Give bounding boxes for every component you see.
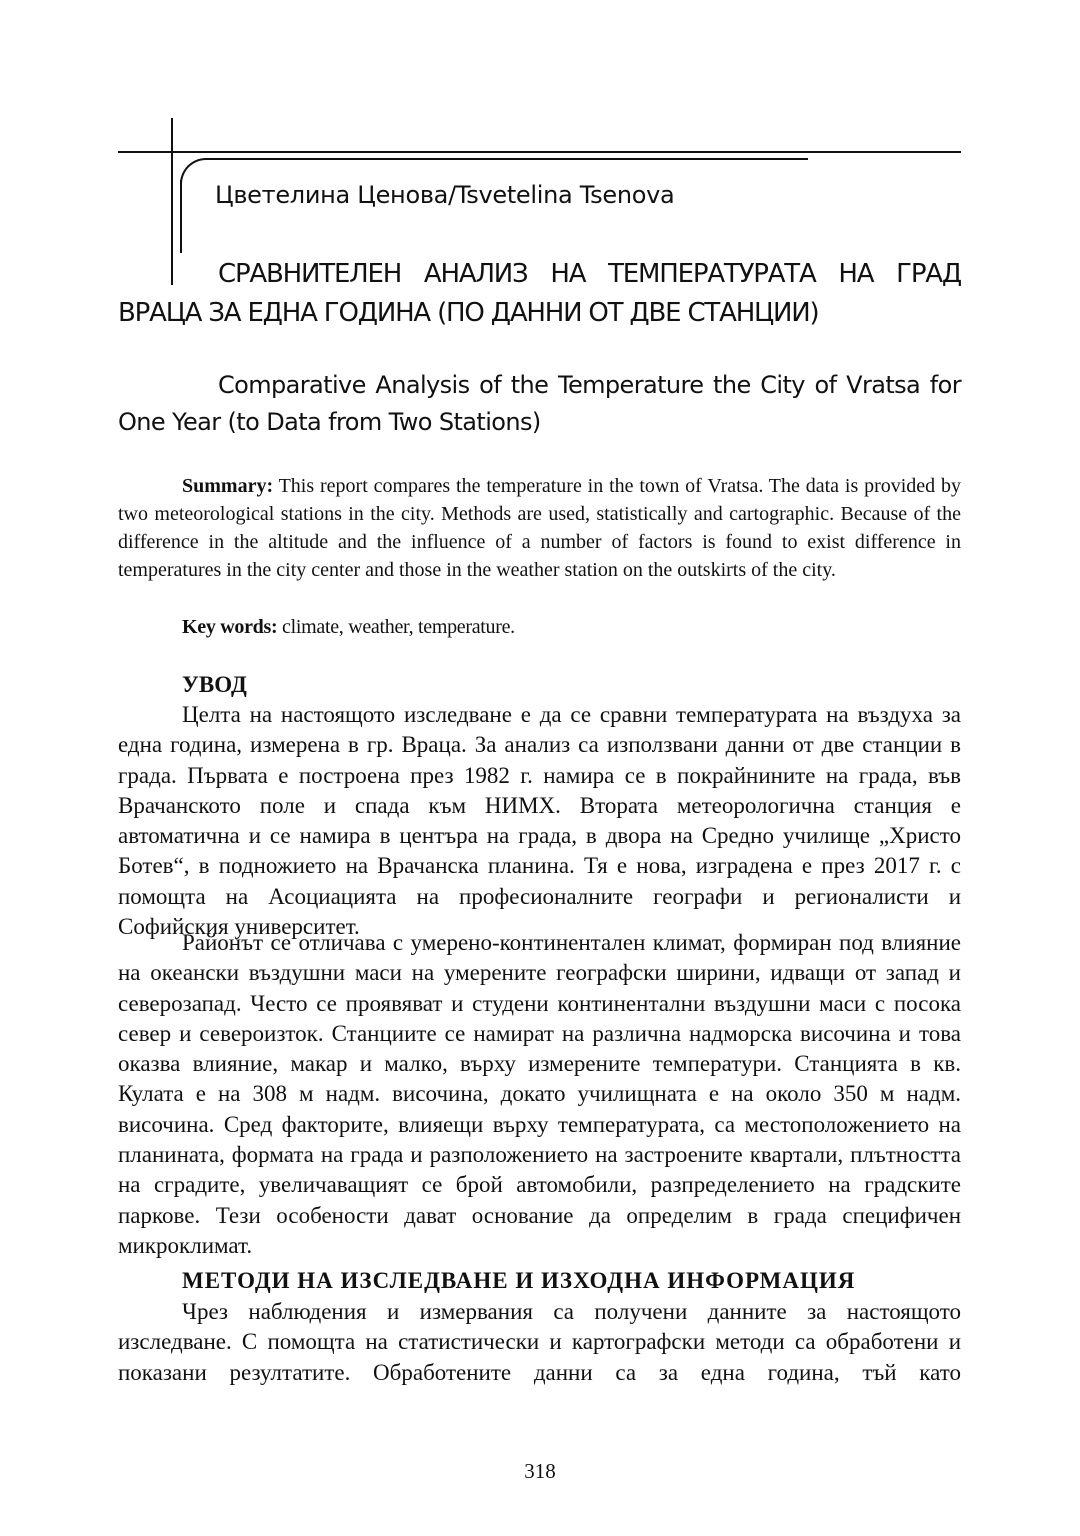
summary-text: This report compares the temperature in the town of Vratsa. The data is provided by two meteorological stations in the city. Methods are used, statistically and cartographic. Because of the difference in the altitude and the influence of a number of factors is found to exist difference in temperatures in the city center and those in the weather station on the outskirts of the city. (118, 475, 961, 581)
section-heading-introduction: УВОД (182, 672, 247, 697)
summary-paragraph (118, 472, 961, 584)
page-number: 318 (524, 1459, 556, 1483)
summary-label: Summary: (182, 475, 274, 497)
section-heading-methods: МЕТОДИ НА ИЗСЛЕДВАНЕ И ИЗХОДНА ИНФОРМАЦИЯ (182, 1268, 856, 1293)
article-title-english: Comparative Analysis of the Temperature the City of Vratsa for One Year (to Data from Two Stations) (118, 371, 961, 436)
article-title-bulgarian: СРАВНИТЕЛЕН АНАЛИЗ НА ТЕМПЕРАТУРАТА НА ГРАД ВРАЦА ЗА ЕДНА ГОДИНА (ПО ДАННИ ОТ ДВЕ СТАНЦИИ) (118, 259, 961, 328)
header-ornament-curve (180, 158, 208, 184)
header-ornament-inner-vertical-line (180, 180, 182, 253)
methods-paragraph-1: Чрез наблюдения и измервания са получени данните за настоящото изследване. С помощта на статистически и картографски методи са обработени и показани резултатите. Обработените данни са за една година, тъй като (118, 1299, 961, 1385)
header-ornament-inner-line (205, 158, 808, 160)
keywords-label: Key words: (182, 616, 278, 638)
keywords-text: climate, weather, temperature. (282, 616, 515, 638)
keywords-line (118, 613, 961, 641)
introduction-paragraph-1: Целта на настоящото изследване е да се сравни температурата на въздуха за една година, измерена в гр. Враца. За анализ са използвани данни от две станции в града. Първата е построена през 1982 г. намира се в покрайнините на града, във Врачанското поле и спада към НИМХ. Втората метеорологична станция е автоматична и се намира в центъра на града, в двора на Средно училище „Христо Ботев“, в подножието на Врачанска планина. Тя е нова, изградена е през 2017 г. с помощта на Асоциацията на професионалните географи и регионалисти и Софийския университет. (118, 702, 961, 940)
introduction-paragraph-2: Районът се отличава с умерено-континентален климат, формиран под влияние на океански въздушни маси на умерените географски ширини, идващи от запад и северозапад. Често се проявяват и студени континентални въздушни маси с посока север и североизток. Станциите се намират на различна надморска височина и това оказва влияние, макар и малко, върху измерените температури. Станцията в кв. Кулата е на 308 м надм. височина, докато училищната е на около 350 м надм. височина. Сред факторите, влияещи върху температурата, са местоположението на планината, формата на града и разположението на застроените квартали, плътността на сградите, увеличаващият се брой автомобили, разпределението на градските паркове. Тези особености дават основание да определим в града специфичен микроклимат. (118, 930, 961, 1258)
header-ornament-horizontal-line (118, 151, 961, 153)
author-name: Цветелина Ценова/Tsvetelina Tsenova (215, 181, 675, 209)
